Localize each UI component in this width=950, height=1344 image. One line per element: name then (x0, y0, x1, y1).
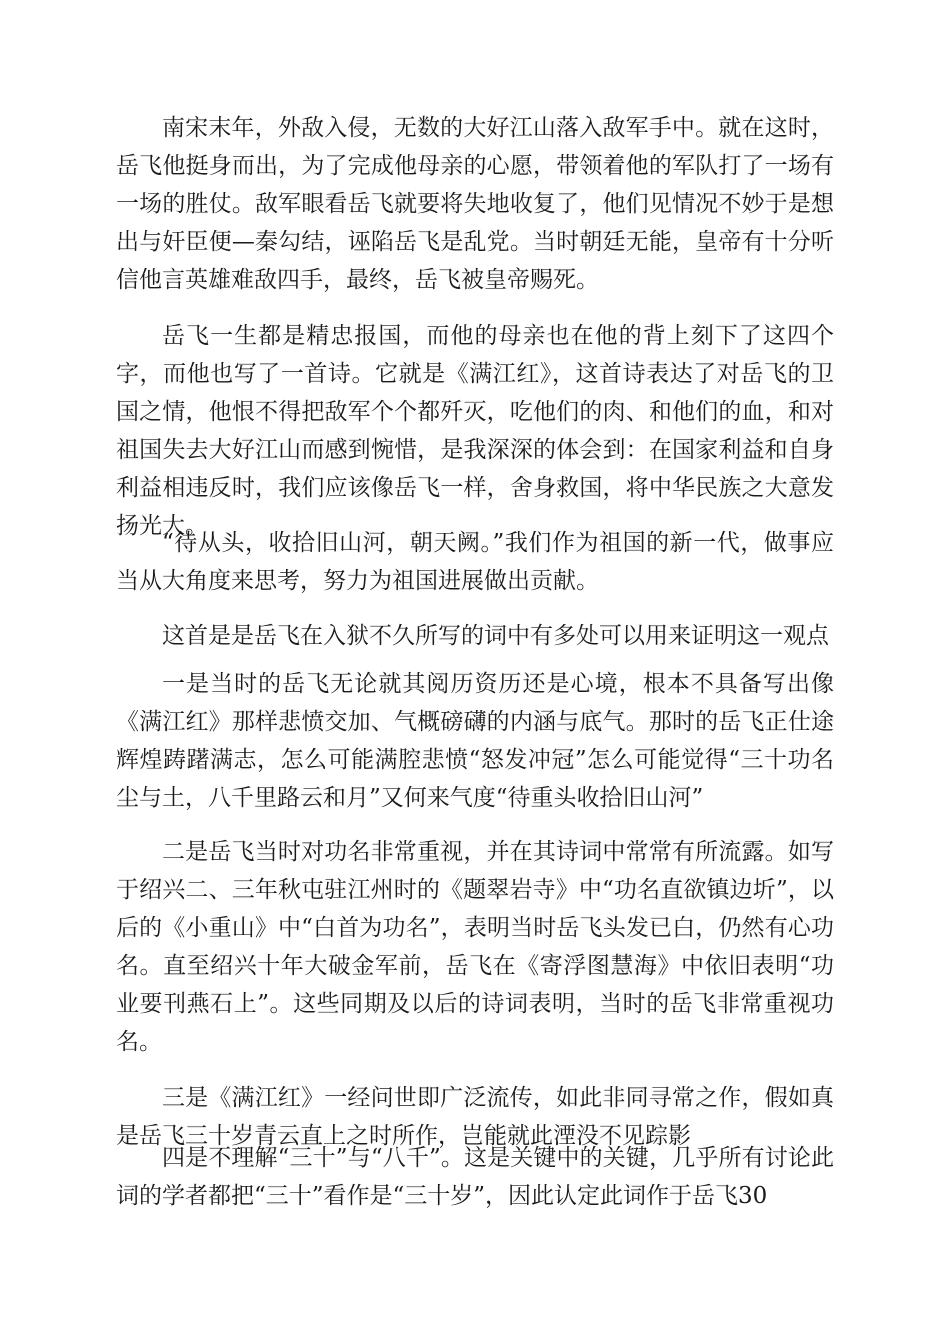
paragraph-6: 二是岳飞当时对功名非常重视，并在其诗词中常常有所流露。如写于绍兴二、三年秋屯驻江州时的《题翠岩寺》中“功名直欲镇边圻”，以后的《小重山》中“白首为功名”，表明当时岳飞头发已白，仍然有心功名。直至绍兴十年大破金军前，岳飞在《寄浮图慧海》中依旧表明“功业要刊燕石上”。这些同期及以后的诗词表明，当时的岳飞非常重视功名。 (116, 839, 834, 1055)
paragraph-1: 南宋末年，外敌入侵，无数的大好江山落入敌军手中。就在这时，岳飞他挺身而出，为了完成他母亲的心愿，带领着他的军队打了一场有一场的胜仗。敌军眼看岳飞就要将失地收复了，他们见情况不妙于是想出与奸臣便—秦勾结，诬陷岳飞是乱党。当时朝廷无能，皇帝有十分听信他言英雄难敌四手，最终，岳飞被皇帝赐死。 (116, 115, 834, 293)
paragraph-2: 岳飞一生都是精忠报国，而他的母亲也在他的背上刻下了这四个字，而他也写了一首诗。它就是《满江红》，这首诗表达了对岳飞的卫国之情，他恨不得把敌军个个都歼灭，吃他们的肉、和他们的血，和对祖国失去大好江山而感到惋惜，是我深深的体会到：在国家利益和自身利益相违反时，我们应该像岳飞一样，舍身救国，将中华民族之大意发扬光大。 (116, 323, 834, 539)
paragraph-7: 三是《满江红》一经问世即广泛流传，如此非同寻常之作，假如真是岳飞三十岁青云直上之时所作，岂能就此湮没不见踪影 (116, 1085, 834, 1149)
paragraph-8: 四是不理解“三十”与“八千”。这是关键中的关键，几乎所有讨论此词的学者都把“三十”看作是“三十岁”，因此认定此词作于岳飞30 (116, 1145, 834, 1209)
paragraph-5: 一是当时的岳飞无论就其阅历资历还是心境，根本不具备写出像《满江红》那样悲愤交加、气概磅礴的内涵与底气。那时的岳飞正仕途辉煌踌躇满志，怎么可能满腔悲愤“怒发冲冠”怎么可能觉得“三十功名尘与土，八千里路云和月”又何来气度“待重头收拾旧山河” (116, 671, 834, 811)
paragraph-4: 这首是是岳飞在入狱不久所写的词中有多处可以用来证明这一观点 (162, 623, 829, 649)
paragraph-3: “待从头，收拾旧山河，朝天阙。”我们作为祖国的新一代，做事应当从大角度来思考，努力为祖国进展做出贡献。 (116, 530, 834, 594)
